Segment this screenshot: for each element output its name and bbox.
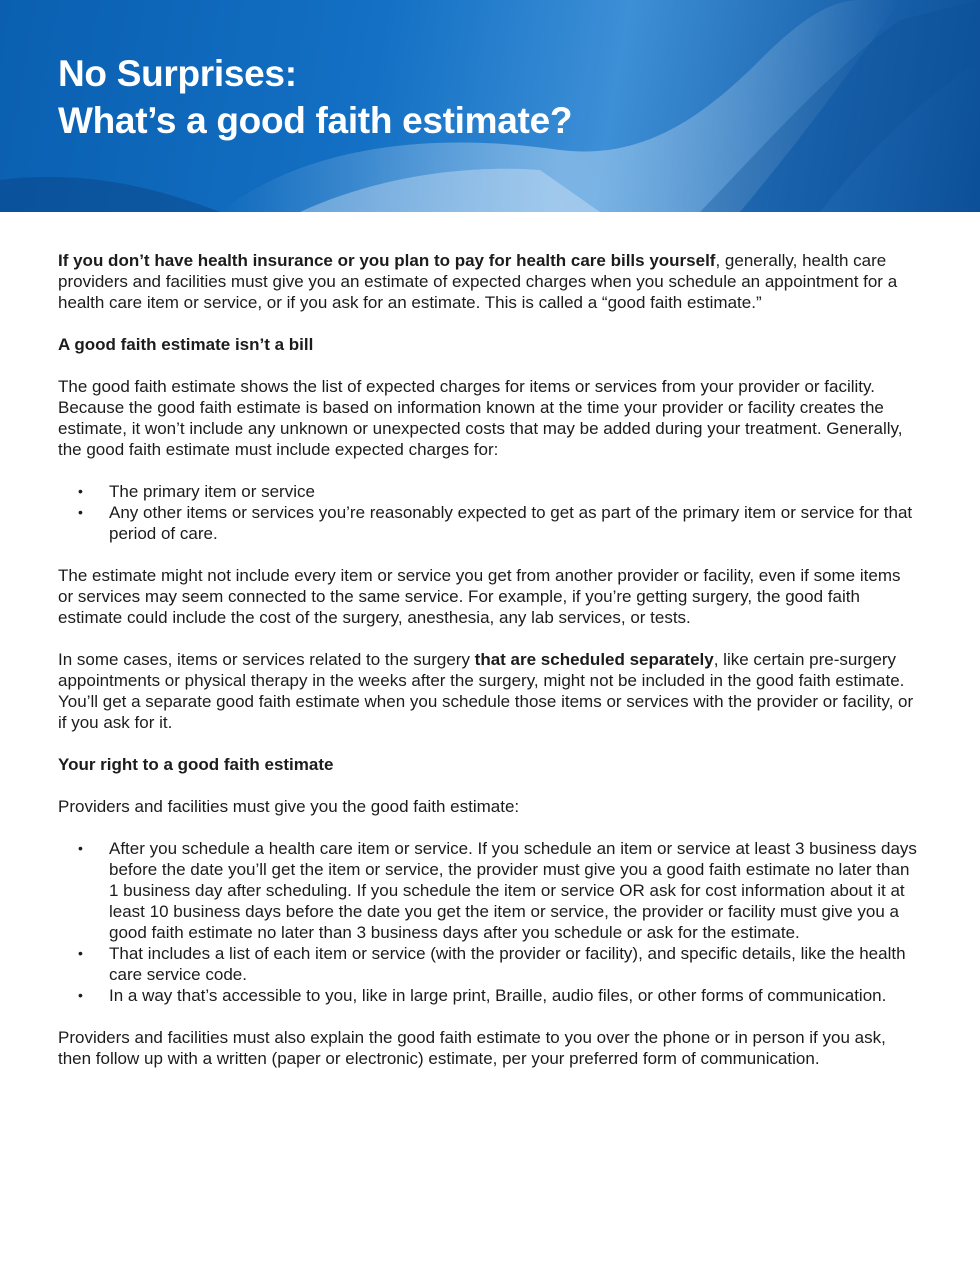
para3-start: In some cases, items or services related to the surgery — [58, 650, 475, 669]
list-item: • Any other items or services you’re reasonably expected to get as part of the primary item or service for that period of care. — [58, 502, 918, 544]
document-body — [58, 250, 918, 1090]
section2-paragraph-2: Providers and facilities must also explain the good faith estimate to you over the phone or in person if you ask, then follow up with a written (paper or electronic) estimate, per your preferred form of communication. — [58, 1028, 886, 1068]
section2-paragraph-1: Providers and facilities must give you the good faith estimate: — [58, 797, 520, 816]
title-line-2: What’s a good faith estimate? — [58, 100, 573, 141]
section1-paragraph-2: The estimate might not include every item or service you get from another provider or facility, even if some items or services may seem connected to the same service. For example, if you’re getting surgery, the good faith estimate could include the cost of the surgery, anesthesia, any lab services, or tests. — [58, 566, 901, 627]
header-banner — [0, 0, 980, 212]
section-heading-not-a-bill: A good faith estimate isn’t a bill — [58, 335, 314, 354]
section1-paragraph-3 — [58, 649, 918, 733]
section2-bullet-list — [58, 838, 918, 1006]
intro-text: , generally, health care providers and facilities must give you an estimate of expected charges when you schedule an appointment for a health care item or service, or if you ask for an estimate. This is called a “good faith estimate.” — [58, 251, 898, 312]
list-item: • That includes a list of each item or service (with the provider or facility), and specific details, like the health care service code. — [58, 943, 918, 985]
intro-paragraph — [58, 250, 918, 313]
page-title — [58, 50, 572, 144]
list-item: • In a way that’s accessible to you, like in large print, Braille, audio files, or other forms of communication. — [58, 985, 918, 1006]
list-item: • After you schedule a health care item or service. If you schedule an item or service at least 3 business days before the date you’ll get the item or service, the provider must give you a good faith estimate no later than 1 business day after scheduling. If you schedule the item or service OR ask for cost information about it at least 10 business days before the date you get the item or service, the provider or facility must give you a good faith estimate no later than 3 business days after you schedule or ask for the estimate. — [58, 838, 918, 943]
title-line-1: No Surprises: — [58, 53, 297, 94]
para3-end: , like certain pre-surgery appointments or physical therapy in the weeks after the surgery, might not be included in the good faith estimate. You’ll get a separate good faith estimate when you schedule those items or services with the provider or facility, or if you ask for it. — [58, 650, 914, 732]
section-heading-your-right: Your right to a good faith estimate — [58, 755, 334, 774]
section1-paragraph-1: The good faith estimate shows the list of expected charges for items or services from your provider or facility. Because the good faith estimate is based on information known at the time your provider or facility creates the estimate, it won’t include any unknown or unexpected costs that may be added during your treatment. Generally, the good faith estimate must include expected charges for: — [58, 377, 903, 459]
list-item: • The primary item or service — [58, 481, 918, 502]
section1-bullet-list — [58, 481, 918, 544]
intro-bold-text: If you don’t have health insurance or you plan to pay for health care bills yourself — [58, 251, 716, 270]
para3-bold: that are scheduled separately — [474, 650, 714, 669]
